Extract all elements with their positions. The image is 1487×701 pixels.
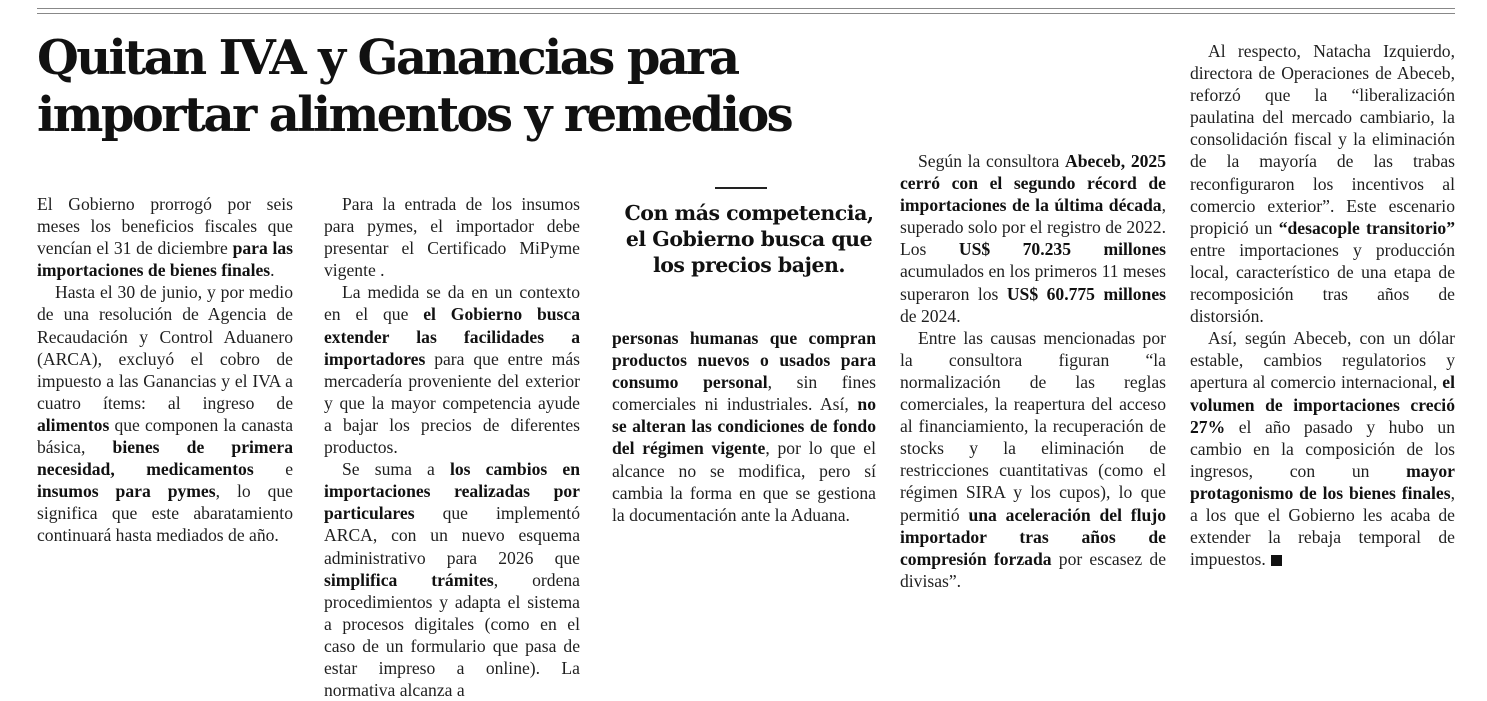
- paragraph: [324, 458, 580, 701]
- text-run: , por lo que el alcance no se modifica, pero sí cambia la forma en que se gestiona la documentación ante la Aduana.: [612, 438, 877, 525]
- text-run: , superado solo por el registro de 2022. Los: [900, 195, 1166, 260]
- text-run: Al respecto, Natacha Izquierdo, directora de Operaciones de Abeceb, reforzó que la “liberalización paulatina del mercado cambiario, la consolidación fiscal y la eliminación de la mayoría de las trabas reconfiguraron los incentivos al comercio exterior”. Este escenario propició un: [1190, 41, 1455, 238]
- bold-text: personas humanas que compran productos nuevos o usados para consumo personal: [612, 328, 876, 393]
- bold-text: US$ 60.775 millones: [1006, 283, 1167, 304]
- bold-text: el volumen de importaciones creció 27%: [1190, 372, 1455, 437]
- top-rule: [37, 8, 1455, 9]
- paragraph: [37, 193, 293, 281]
- text-run: , lo que significa que este abaratamiento continuará hasta mediados de año.: [37, 481, 293, 546]
- paragraph: [1190, 40, 1455, 327]
- column-5: [1190, 40, 1455, 570]
- text-run: , sin fines comerciales ni industriales. Así,: [612, 372, 876, 415]
- pull-quote: Con más competencia, el Gobierno busca que los precios bajen.: [624, 201, 874, 277]
- bold-text: el Gobierno busca extender las facilidades a importadores: [324, 304, 580, 369]
- bold-text: alimentos: [37, 414, 110, 435]
- text-run: .: [270, 260, 275, 281]
- bold-text: US$ 70.235 millones: [958, 239, 1166, 260]
- bold-text: insumos para pymes: [37, 481, 216, 502]
- paragraph: [900, 150, 1166, 327]
- column-2: [324, 193, 580, 701]
- paragraph: [37, 281, 293, 546]
- bold-text: no se alteran las condiciones de fondo del régimen vigente: [612, 394, 876, 459]
- text-run: para que entre más mercadería proveniente del exterior y que la mayor competencia ayude a bajar los precios de diferentes productos.: [324, 348, 580, 458]
- text-run: , ordena procedimientos y adapta el sistema a procesos digitales (como en el caso de un formulario que pasa de estar impreso a online). La normativa alcanza a: [324, 569, 580, 701]
- text-run: Se suma a: [342, 459, 450, 480]
- text-run: Así, según Abeceb, con un dólar estable, cambios regulatorios y apertura al comercio internacional,: [1190, 328, 1455, 393]
- paragraph: [1190, 327, 1455, 570]
- column-1: [37, 193, 293, 547]
- text-run: acumulados en los primeros 11 meses superaron los: [900, 261, 1166, 304]
- text-run: por escasez de divisas”.: [900, 548, 1166, 591]
- top-rule-secondary: [37, 13, 1455, 14]
- text-run: entre importaciones y producción local, característico de una etapa de recomposición tras años de distorsión.: [1190, 239, 1455, 327]
- bold-text: para las importaciones de bienes finales: [37, 238, 294, 281]
- paragraph: [900, 327, 1166, 592]
- end-of-article-mark: [1271, 555, 1282, 566]
- text-run: , a los que el Gobierno les acaba de extender la rebaja temporal de impuestos.: [1190, 482, 1455, 570]
- bold-text: los cambios en importaciones realizadas por particulares: [324, 459, 580, 524]
- paragraph: [324, 281, 580, 458]
- bold-text: simplifica trámites: [324, 569, 494, 590]
- text-run: el año pasado y hubo un cambio en la composición de los ingresos, con un: [1190, 416, 1455, 481]
- pull-quote-rule: [715, 187, 767, 189]
- text-run: Entre las causas mencionadas por la consultora figuran “la normalización de las reglas comerciales, la reapertura del acceso al financiamiento, la recuperación de stocks y la eliminación de restricciones cuantitativas (como el régimen SIRA y los cupos), lo que permitió: [900, 327, 1166, 525]
- text-run: que implementó ARCA, con un nuevo esquema administrativo para 2026 que: [324, 503, 580, 568]
- bold-text: “desacople transitorio”: [1278, 217, 1455, 238]
- column-3: [612, 327, 876, 526]
- column-4: [900, 40, 1166, 592]
- text-run: Hasta el 30 de junio, y por medio de una resolución de Agencia de Recaudación y Control Aduanero (ARCA), excluyó el cobro de impuesto a las Ganancias y el IVA a cuatro ítems: al ingreso de: [37, 282, 293, 413]
- paragraph: [612, 327, 876, 526]
- bold-text: Abeceb, 2025 cerró con el segundo récord de importaciones de la última década: [900, 151, 1167, 216]
- text-run: que componen la canasta básica,: [37, 414, 293, 458]
- paragraph: Para la entrada de los insumos para pymes, el importador debe presentar el Certificado MiPyme vigente .: [324, 194, 580, 281]
- bold-text: mayor protagonismo de los bienes finales: [1190, 460, 1455, 503]
- text-run: El Gobierno prorrogó por seis meses los beneficios fiscales que vencían el 31 de diciembre: [37, 194, 293, 259]
- text-run: e: [253, 459, 293, 480]
- headline: Quitan IVA y Ganancias para importar alimentos y remedios: [37, 30, 792, 143]
- text-run: La medida se da en un contexto en el que: [324, 282, 580, 325]
- text-run: Según la consultora: [918, 151, 1066, 171]
- text-run: de 2024.: [900, 305, 961, 326]
- bold-text: bienes de primera necesidad, medicamentos: [37, 437, 293, 480]
- bold-text: una aceleración del flujo importador tras años de compresión forzada: [900, 504, 1166, 569]
